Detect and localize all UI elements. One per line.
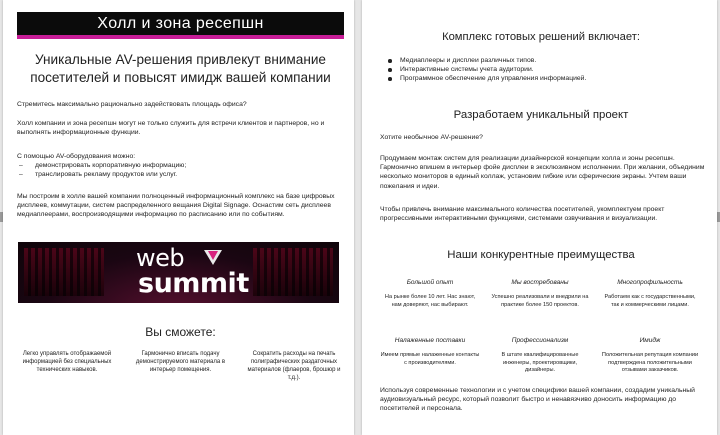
logo-triangle-inner-icon [208,251,218,260]
advantage-text: Успешно реализовали и внедрили на практике более 150 проектов. [491,294,589,308]
web-summit-banner [18,242,339,303]
advantage-title: Имидж [639,337,661,344]
can-item: Сократить расходы на печать полиграфических раздаточных материалов (флаеров, брошюр и т.д.). [247,351,341,381]
list-item: Интерактивные системы учета аудитории. [382,65,702,74]
advantage-card [380,279,480,309]
project-paragraph-1: Продумаем монтаж систем для реализации дизайнерской концепции холла и зоны ресепшн. Гармонично впишем в интерьер фойе дисплеи в эксклюзивном исполнении. При желании, объединим несколько мониторов в единый коллаж, установим гибкие или сферические экраны. Учтем ваши пожелания и идеи. [380,155,705,190]
advantage-card [490,337,590,375]
intro-text: Стремитесь максимально рационально задействовать площадь офиса? [17,101,247,108]
project-paragraph-2: Чтобы привлечь внимание максимального количества посетителей, укомплектуем проект прогрессивными интерактивными функциями, системами озвучивания и визуализации. [380,206,665,223]
complex-title: Комплекс готовых решений включает: [442,31,640,43]
right-page [362,0,717,435]
stage-screens-left [24,248,104,296]
stage-screens-right [253,248,333,296]
banner-logo-web: web [136,244,185,272]
advantage-text: На рынке более 10 лет. Нас знают, нам доверяют, нас выбирают. [384,294,476,308]
advantages-row-2 [380,337,700,375]
project-title: Разработаем уникальный проект [453,109,629,121]
av-list [17,161,347,179]
complex-paragraph: Мы построим в холле вашей компании полноценный информационный комплекс на базе цифровых дисплеев, коммутации, систем распределенного вещания Digital Signage. Оснастим сеть дисплеев медиаплеерами, воспроизводящими информацию по расписанию или по событиям. [17,193,335,219]
advantage-title: Большой опыт [406,279,454,286]
advantage-card [380,337,480,375]
can-item: Легко управлять отображаемой информацией без специальных технических навыков. [22,351,112,373]
advantage-text: Работаем как с государственными, так и коммерческими лицами. [604,294,696,308]
advantage-title: Налаженные поставки [394,337,466,344]
advantage-text: Имеем прямые налаженные контакты с производителями. [380,352,480,366]
advantage-title: Мы востребованы [511,279,569,286]
can-item: Гармонично вписать подачу демонстрируемого материала в интерьер помещения. [135,351,226,373]
can-columns [17,350,344,382]
advantage-text: В штате квалифицированные инженеры, проектировщики, дизайнеры. [501,352,579,374]
can-title: Вы сможете: [145,325,216,339]
list-item: – демонстрировать корпоративную информацию; [17,161,347,170]
closing-paragraph: Используя современные технологии и с учетом специфики вашей компании, создадим уникальный аудиовизуальный ресурс, который позволит быстро и ненавязчиво доносить информацию до посетителей и персонала. [380,387,695,413]
left-page [3,0,354,435]
advantage-title: Профессионализм [511,337,569,344]
reception-paragraph: Холл компании и зона ресепшн могут не только служить для встречи клиентов и партнеров, но и выполнять информационные функции. [17,120,325,137]
advantages-row-1 [380,279,700,309]
advantages-title: Наши конкурентные преимущества [447,249,635,261]
advantage-card [490,279,590,309]
complex-list [382,56,702,84]
project-question: Хотите необычное AV-решение? [380,134,483,141]
advantage-text: Положительная репутация компании подтверждена положительными отзывами заказчиков. [601,352,699,374]
advantage-title: Многопрофильность [617,279,683,286]
list-item: – транслировать рекламу продуктов или услуг. [17,170,347,179]
advantage-card [600,279,700,309]
list-item: Медиаплееры и дисплеи различных типов. [382,56,702,65]
banner-logo-summit: summit [138,268,249,299]
advantage-card [600,337,700,375]
page-title: Холл и зона ресепшн [17,12,344,39]
av-lead-text: С помощью AV-оборудования можно: [17,153,136,160]
headline: Уникальные AV-решения привлекут внимание посетителей и повысят имидж вашей компании [30,52,331,85]
list-item: Программное обеспечение для управления информацией. [382,74,702,83]
